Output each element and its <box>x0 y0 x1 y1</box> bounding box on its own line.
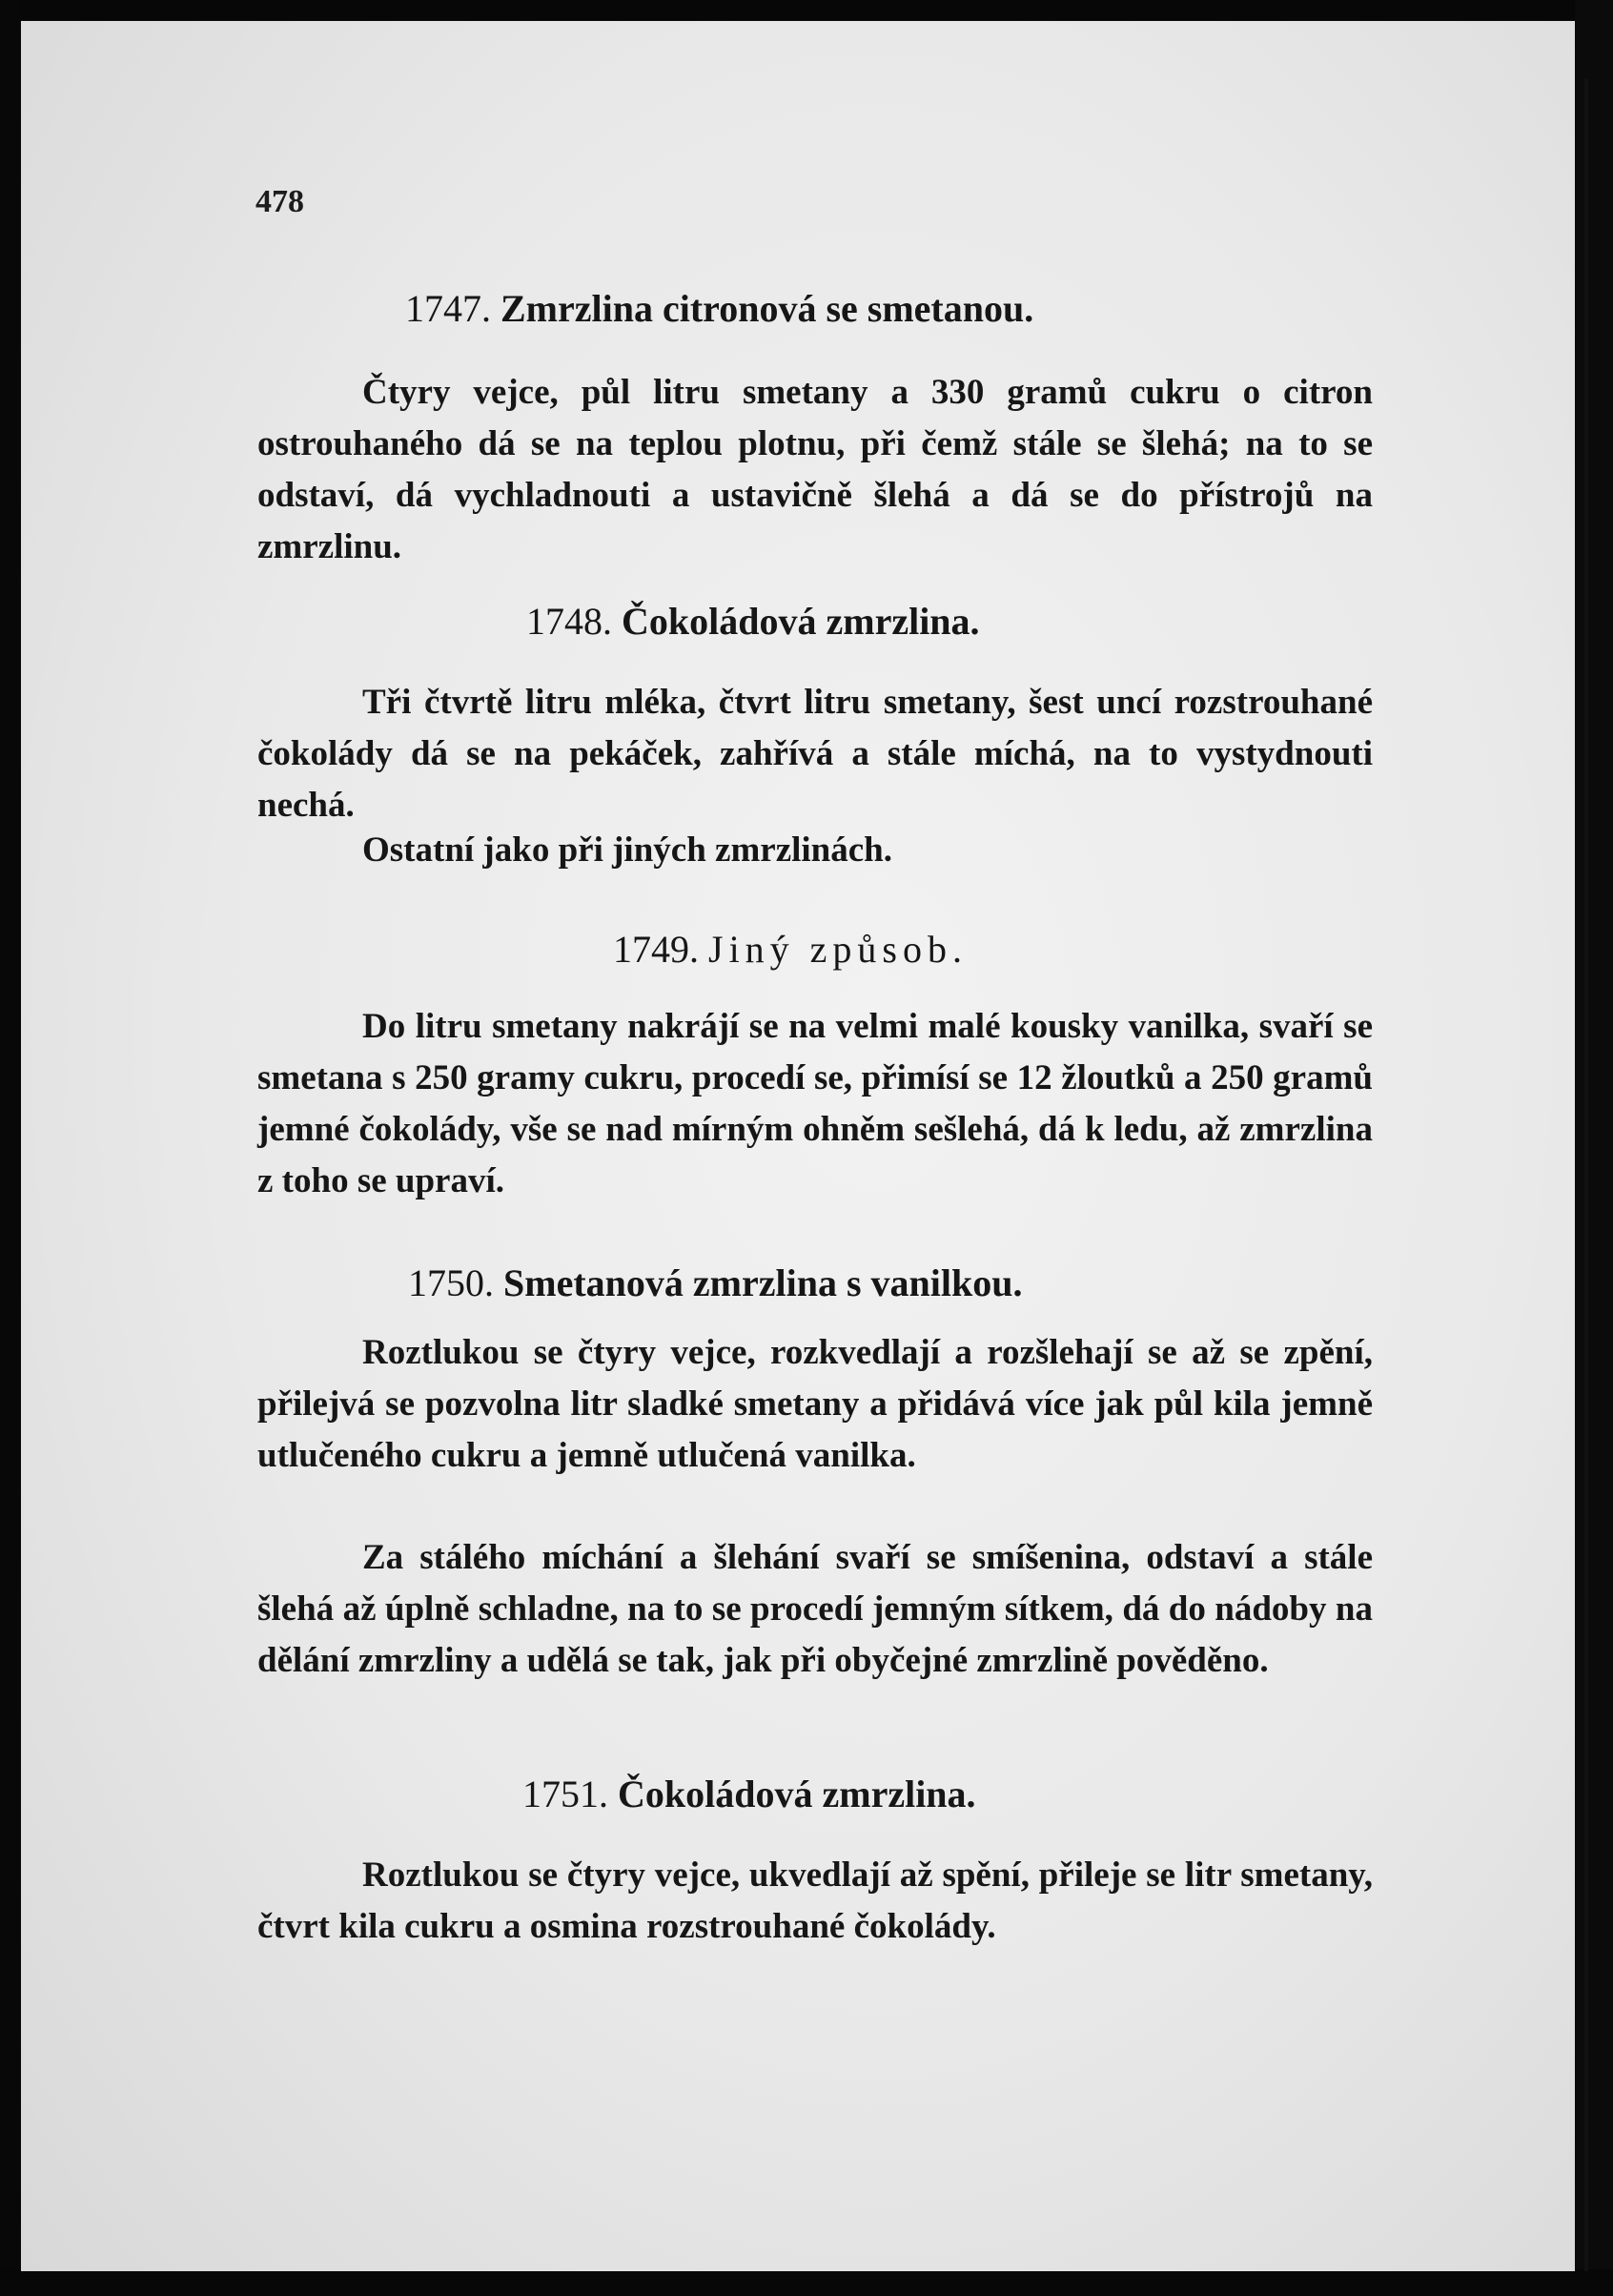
page-number: 478 <box>255 184 304 219</box>
recipe-number: 1751. <box>522 1773 608 1815</box>
scan-border-left <box>0 0 21 2296</box>
page-edge <box>1584 78 1588 2271</box>
recipe-title: Čokoládová zmrzlina. <box>622 600 980 643</box>
recipe-title: Jiný způsob. <box>708 928 968 971</box>
recipe-paragraph: Roztlukou se čtyry vejce, rozkvedlají a rozšlehají se až se zpění, přilejvá se pozvolna litr sladké smetany a přidává více jak půl kila jemně utlučeného cukru a jemně utlučená vanilka. <box>257 1333 1373 1475</box>
recipe-paragraph: Čtyry vejce, půl litru smetany a 330 gramů cukru o citron ostrouhaného dá se na teplou plotnu, při čemž stále se šlehá; na to se odstaví, dá vychladnouti a ustavičně šlehá a dá se do přístrojů na zmrzlinu. <box>257 373 1373 566</box>
recipe-title: Zmrzlina citronová se smetanou. <box>500 287 1034 330</box>
recipe-paragraph: Do litru smetany nakrájí se na velmi malé kousky vanilka, svaří se smetana s 250 gramy cukru, procedí se, přimísí se 12 žloutků a 250 gramů jemné čokolády, vše se nad mírným ohněm sešlehá, dá k ledu, až zmrzlina z toho se upraví. <box>257 1007 1373 1200</box>
scan-border-right <box>1575 0 1613 2296</box>
recipe-heading <box>408 1261 1022 1305</box>
recipe-number: 1750. <box>408 1261 494 1304</box>
recipe-number: 1749. <box>613 928 699 971</box>
recipe-paragraph: Za stálého míchání a šlehání svaří se smíšenina, odstaví a stále šlehá až úplně schladne, na to se procedí jemným sítkem, dá do nádoby na dělání zmrzliny a udělá se tak, jak při obyčejné zmrzlině pověděno. <box>257 1538 1373 1680</box>
recipe-heading <box>522 1772 976 1816</box>
recipe-heading <box>405 286 1033 331</box>
recipe-title: Smetanová zmrzlina s vanilkou. <box>503 1261 1023 1304</box>
recipe-heading <box>526 599 980 644</box>
recipe-paragraph: Ostatní jako při jiných zmrzlinách. <box>362 830 893 870</box>
scan-border-bottom <box>0 2269 1613 2296</box>
recipe-heading <box>613 927 968 972</box>
recipe-paragraph: Roztlukou se čtyry vejce, ukvedlají až spění, přileje se litr smetany, čtvrt kila cukru a osmina rozstrouhané čokolády. <box>257 1855 1373 1946</box>
recipe-number: 1748. <box>526 600 612 643</box>
recipe-paragraph: Tři čtvrtě litru mléka, čtvrt litru smetany, šest uncí rozstrouhané čokolády dá se na pekáček, zahřívá a stále míchá, na to vystydnouti nechá. <box>257 683 1373 825</box>
recipe-title: Čokoládová zmrzlina. <box>618 1773 976 1815</box>
recipe-number: 1747. <box>405 287 491 330</box>
